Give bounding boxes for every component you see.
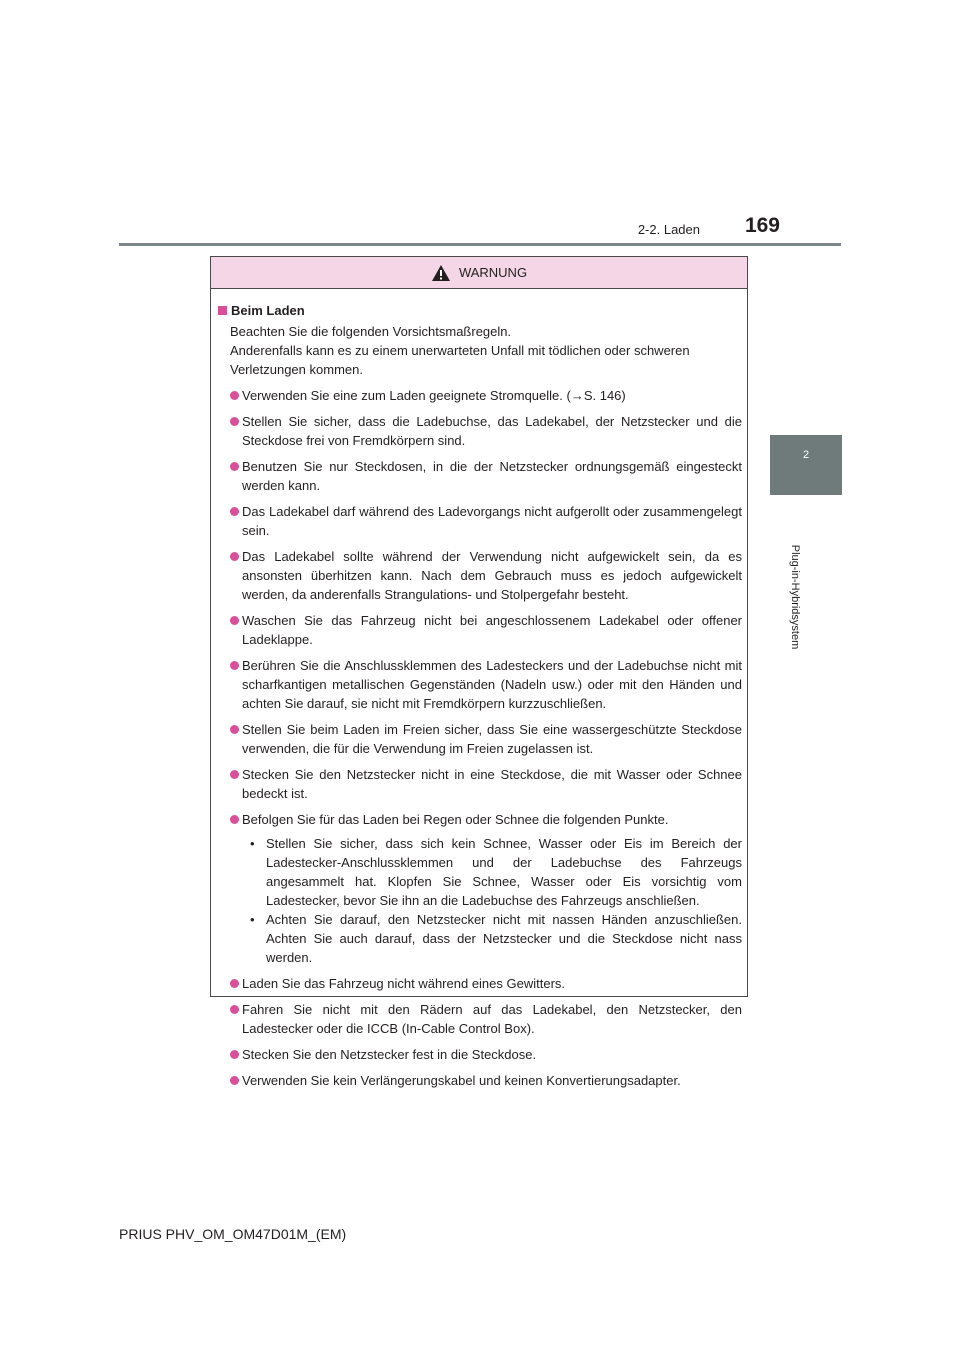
list-item-text: Laden Sie das Fahrzeug nicht während eines Gewitters. [242, 976, 566, 991]
warning-title: WARNUNG [458, 265, 528, 280]
list-item-text: Verwenden Sie kein Verlängerungskabel und keinen Konvertierungsadapter. [242, 1073, 681, 1088]
list-item-text: Das Ladekabel darf während des Ladevorgangs nicht aufgerollt oder zusammengelegt sein. [242, 504, 742, 538]
list-item-text: Stellen Sie sicher, dass die Ladebuchse, das Ladekabel, der Netzstecker und die Steckdose frei von Fremdkörpern sind. [242, 414, 742, 448]
list-item-text: Fahren Sie nicht mit den Rädern auf das Ladekabel, den Netzstecker, den Ladestecker oder die ICCB (In-Cable Control Box). [242, 1002, 742, 1036]
list-item [218, 1045, 742, 1064]
sub-list-item-text: Achten Sie darauf, den Netzstecker nicht mit nassen Händen anzuschließen. Achten Sie auch darauf, dass der Netzstecker und die Steckdose nicht nass werden. [266, 912, 742, 965]
square-bullet-icon [218, 306, 227, 315]
list-item-text: Stecken Sie den Netzstecker fest in die Steckdose. [242, 1047, 537, 1062]
warning-header [211, 257, 747, 289]
list-item [218, 810, 742, 967]
intro-text [218, 322, 742, 379]
list-item [218, 974, 742, 993]
header-divider [119, 243, 841, 246]
list-item [218, 457, 742, 495]
circle-bullet-icon [230, 725, 239, 734]
circle-bullet-icon [230, 1050, 239, 1059]
warning-box [210, 256, 748, 1088]
warning-list [218, 386, 742, 1090]
circle-bullet-icon [230, 417, 239, 426]
sub-list-item-text: Stellen Sie sicher, dass sich kein Schnee, Wasser oder Eis im Bereich der Ladestecker-Anschlussklemmen und der Ladebuchse des Fahrzeugs angesammelt hat. Klopfen Sie Schnee, Wasser oder Eis vorsichtig vom Ladestecker, bevor Sie ihn an die Ladebuchse des Fahrzeugs anschließen. [266, 836, 742, 908]
list-item [218, 386, 742, 405]
list-item [218, 1071, 742, 1090]
intro-line: Beachten Sie die folgenden Vorsichtsmaßregeln. [230, 324, 512, 339]
page-number: 169 [744, 214, 780, 237]
list-item [218, 547, 742, 604]
list-item [218, 765, 742, 803]
list-item-text: Berühren Sie die Anschlussklemmen des Ladesteckers und der Ladebuchse nicht mit scharfkantigen metallischen Gegenständen (Nadeln usw.) oder mit den Händen und achten Sie darauf, sie nicht mit Fremdkörpern kurzzuschließen. [242, 658, 742, 711]
sub-list-item [242, 834, 742, 910]
section-title: 2-2. Laden [637, 222, 700, 237]
list-item-text: Benutzen Sie nur Steckdosen, in die der Netzstecker ordnungsgemäß eingesteckt werden kann. [242, 459, 742, 493]
list-item [218, 1000, 742, 1038]
list-item-text: Waschen Sie das Fahrzeug nicht bei angeschlossenem Ladekabel oder offener Ladeklappe. [242, 613, 742, 647]
circle-bullet-icon [230, 770, 239, 779]
section-heading [218, 301, 742, 320]
list-item [218, 412, 742, 450]
warning-triangle-icon [431, 264, 451, 282]
circle-bullet-icon [230, 616, 239, 625]
chapter-label: Plug-in-Hybridsystem [789, 544, 801, 650]
circle-bullet-icon [230, 815, 239, 824]
circle-bullet-icon [230, 1076, 239, 1085]
list-item [218, 720, 742, 758]
intro-line: Anderenfalls kann es zu einem unerwarteten Unfall mit tödlichen oder schweren Verletzungen kommen. [230, 343, 690, 377]
dot-bullet-icon: • [250, 836, 255, 851]
section-heading-text: Beim Laden [231, 303, 305, 318]
list-item [218, 502, 742, 540]
circle-bullet-icon [230, 391, 239, 400]
list-item-text: Verwenden Sie eine zum Laden geeignete Stromquelle. (→S. 146) [242, 388, 626, 403]
sub-list-item [242, 910, 742, 967]
document-code: PRIUS PHV_OM_OM47D01M_(EM) [119, 1226, 347, 1242]
list-item-text: Das Ladekabel sollte während der Verwendung nicht aufgewickelt sein, da es ansonsten überhitzen kann. Nach dem Gebrauch muss es jedoch aufgewickelt werden, da anderenfalls Strangulations- und Stolpergefahr besteht. [242, 549, 742, 602]
circle-bullet-icon [230, 552, 239, 561]
warning-body [211, 289, 747, 1090]
list-item-text: Stecken Sie den Netzstecker nicht in eine Steckdose, die mit Wasser oder Schnee bedeckt ist. [242, 767, 742, 801]
circle-bullet-icon [230, 979, 239, 988]
circle-bullet-icon [230, 507, 239, 516]
circle-bullet-icon [230, 462, 239, 471]
list-item-text: Stellen Sie beim Laden im Freien sicher, dass Sie eine wassergeschützte Steckdose verwenden, die für die Verwendung im Freien zugelassen ist. [242, 722, 742, 756]
list-item [218, 611, 742, 649]
dot-bullet-icon: • [250, 912, 255, 927]
sub-list [242, 834, 742, 967]
list-item [218, 656, 742, 713]
list-item-text: Befolgen Sie für das Laden bei Regen oder Schnee die folgenden Punkte. [242, 812, 669, 827]
circle-bullet-icon [230, 661, 239, 670]
chapter-tab [770, 435, 842, 495]
circle-bullet-icon [230, 1005, 239, 1014]
chapter-number: 2 [802, 449, 810, 461]
